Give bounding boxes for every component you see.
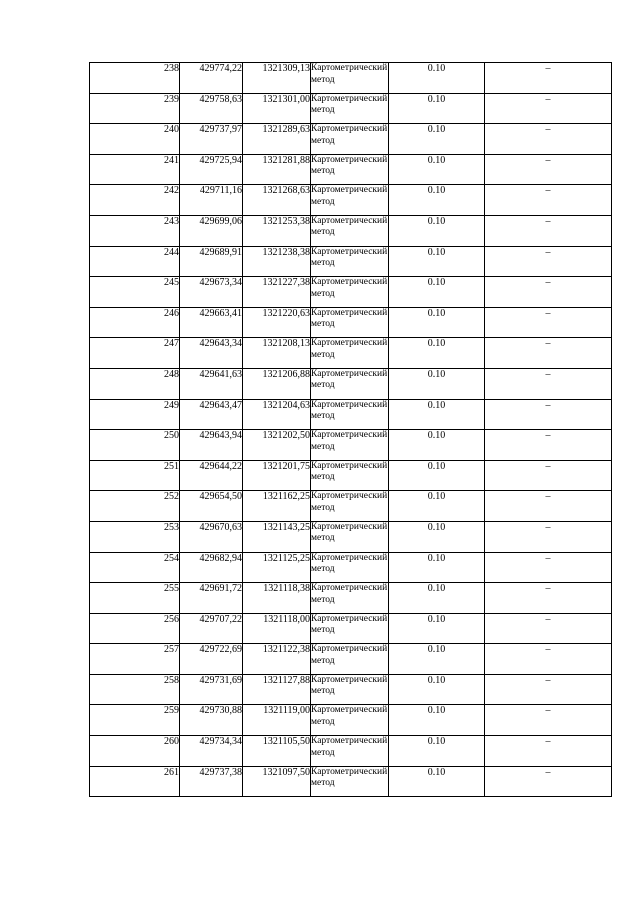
note-cell: – xyxy=(485,277,612,308)
point-number-cell: 252 xyxy=(90,491,180,522)
point-number-cell: 241 xyxy=(90,154,180,185)
x-coordinate-cell: 429737,97 xyxy=(180,124,243,155)
point-number-cell: 256 xyxy=(90,613,180,644)
note-cell: – xyxy=(485,613,612,644)
note-cell: – xyxy=(485,521,612,552)
y-coordinate-cell: 1321289,63 xyxy=(243,124,311,155)
table-row xyxy=(90,246,612,277)
accuracy-cell: 0.10 xyxy=(389,124,485,155)
method-cell: Картометрический метод xyxy=(311,583,389,614)
x-coordinate-cell: 429707,22 xyxy=(180,613,243,644)
accuracy-cell: 0.10 xyxy=(389,613,485,644)
note-cell: – xyxy=(485,460,612,491)
table-row xyxy=(90,644,612,675)
y-coordinate-cell: 1321253,38 xyxy=(243,215,311,246)
accuracy-cell: 0.10 xyxy=(389,736,485,767)
accuracy-cell: 0.10 xyxy=(389,338,485,369)
y-coordinate-cell: 1321208,13 xyxy=(243,338,311,369)
method-cell: Картометрический метод xyxy=(311,338,389,369)
accuracy-cell: 0.10 xyxy=(389,185,485,216)
point-number-cell: 242 xyxy=(90,185,180,216)
table-row xyxy=(90,491,612,522)
point-number-cell: 249 xyxy=(90,399,180,430)
x-coordinate-cell: 429691,72 xyxy=(180,583,243,614)
x-coordinate-cell: 429758,63 xyxy=(180,93,243,124)
table-row xyxy=(90,613,612,644)
accuracy-cell: 0.10 xyxy=(389,521,485,552)
note-cell: – xyxy=(485,552,612,583)
table-body xyxy=(90,63,612,797)
method-cell: Картометрический метод xyxy=(311,246,389,277)
accuracy-cell: 0.10 xyxy=(389,215,485,246)
table-row xyxy=(90,307,612,338)
x-coordinate-cell: 429673,34 xyxy=(180,277,243,308)
y-coordinate-cell: 1321301,00 xyxy=(243,93,311,124)
point-number-cell: 251 xyxy=(90,460,180,491)
table-row xyxy=(90,215,612,246)
point-number-cell: 239 xyxy=(90,93,180,124)
table-row xyxy=(90,399,612,430)
y-coordinate-cell: 1321268,63 xyxy=(243,185,311,216)
y-coordinate-cell: 1321201,75 xyxy=(243,460,311,491)
note-cell: – xyxy=(485,491,612,522)
method-cell: Картометрический метод xyxy=(311,93,389,124)
y-coordinate-cell: 1321238,38 xyxy=(243,246,311,277)
method-cell: Картометрический метод xyxy=(311,705,389,736)
note-cell: – xyxy=(485,215,612,246)
table-row xyxy=(90,185,612,216)
x-coordinate-cell: 429734,34 xyxy=(180,736,243,767)
accuracy-cell: 0.10 xyxy=(389,63,485,94)
x-coordinate-cell: 429663,41 xyxy=(180,307,243,338)
point-number-cell: 257 xyxy=(90,644,180,675)
y-coordinate-cell: 1321227,38 xyxy=(243,277,311,308)
note-cell: – xyxy=(485,399,612,430)
point-number-cell: 261 xyxy=(90,766,180,797)
x-coordinate-cell: 429730,88 xyxy=(180,705,243,736)
accuracy-cell: 0.10 xyxy=(389,674,485,705)
point-number-cell: 246 xyxy=(90,307,180,338)
point-number-cell: 260 xyxy=(90,736,180,767)
table-row xyxy=(90,277,612,308)
accuracy-cell: 0.10 xyxy=(389,277,485,308)
y-coordinate-cell: 1321125,25 xyxy=(243,552,311,583)
note-cell: – xyxy=(485,766,612,797)
table-row xyxy=(90,63,612,94)
x-coordinate-cell: 429725,94 xyxy=(180,154,243,185)
x-coordinate-cell: 429641,63 xyxy=(180,368,243,399)
point-number-cell: 247 xyxy=(90,338,180,369)
table-row xyxy=(90,93,612,124)
y-coordinate-cell: 1321122,38 xyxy=(243,644,311,675)
table-row xyxy=(90,552,612,583)
accuracy-cell: 0.10 xyxy=(389,368,485,399)
table-row xyxy=(90,430,612,461)
point-number-cell: 243 xyxy=(90,215,180,246)
accuracy-cell: 0.10 xyxy=(389,460,485,491)
x-coordinate-cell: 429711,16 xyxy=(180,185,243,216)
table-row xyxy=(90,338,612,369)
accuracy-cell: 0.10 xyxy=(389,430,485,461)
note-cell: – xyxy=(485,368,612,399)
point-number-cell: 254 xyxy=(90,552,180,583)
x-coordinate-cell: 429643,94 xyxy=(180,430,243,461)
accuracy-cell: 0.10 xyxy=(389,705,485,736)
point-number-cell: 248 xyxy=(90,368,180,399)
x-coordinate-cell: 429737,38 xyxy=(180,766,243,797)
point-number-cell: 240 xyxy=(90,124,180,155)
method-cell: Картометрический метод xyxy=(311,307,389,338)
accuracy-cell: 0.10 xyxy=(389,583,485,614)
x-coordinate-cell: 429643,47 xyxy=(180,399,243,430)
method-cell: Картометрический метод xyxy=(311,491,389,522)
y-coordinate-cell: 1321202,50 xyxy=(243,430,311,461)
y-coordinate-cell: 1321206,88 xyxy=(243,368,311,399)
x-coordinate-cell: 429689,91 xyxy=(180,246,243,277)
note-cell: – xyxy=(485,307,612,338)
note-cell: – xyxy=(485,246,612,277)
note-cell: – xyxy=(485,736,612,767)
table-row xyxy=(90,460,612,491)
accuracy-cell: 0.10 xyxy=(389,93,485,124)
note-cell: – xyxy=(485,154,612,185)
y-coordinate-cell: 1321143,25 xyxy=(243,521,311,552)
method-cell: Картометрический метод xyxy=(311,124,389,155)
table-row xyxy=(90,154,612,185)
point-number-cell: 255 xyxy=(90,583,180,614)
table-row xyxy=(90,583,612,614)
note-cell: – xyxy=(485,583,612,614)
point-number-cell: 244 xyxy=(90,246,180,277)
y-coordinate-cell: 1321162,25 xyxy=(243,491,311,522)
x-coordinate-cell: 429731,69 xyxy=(180,674,243,705)
y-coordinate-cell: 1321281,88 xyxy=(243,154,311,185)
y-coordinate-cell: 1321118,00 xyxy=(243,613,311,644)
accuracy-cell: 0.10 xyxy=(389,307,485,338)
table-row xyxy=(90,521,612,552)
note-cell: – xyxy=(485,338,612,369)
accuracy-cell: 0.10 xyxy=(389,246,485,277)
method-cell: Картометрический метод xyxy=(311,736,389,767)
method-cell: Картометрический метод xyxy=(311,430,389,461)
table-row xyxy=(90,674,612,705)
note-cell: – xyxy=(485,124,612,155)
table-row xyxy=(90,736,612,767)
method-cell: Картометрический метод xyxy=(311,644,389,675)
method-cell: Картометрический метод xyxy=(311,552,389,583)
y-coordinate-cell: 1321105,50 xyxy=(243,736,311,767)
y-coordinate-cell: 1321220,63 xyxy=(243,307,311,338)
y-coordinate-cell: 1321309,13 xyxy=(243,63,311,94)
note-cell: – xyxy=(485,63,612,94)
accuracy-cell: 0.10 xyxy=(389,399,485,430)
method-cell: Картометрический метод xyxy=(311,154,389,185)
point-number-cell: 259 xyxy=(90,705,180,736)
accuracy-cell: 0.10 xyxy=(389,154,485,185)
note-cell: – xyxy=(485,644,612,675)
table-row xyxy=(90,124,612,155)
method-cell: Картометрический метод xyxy=(311,613,389,644)
point-number-cell: 253 xyxy=(90,521,180,552)
y-coordinate-cell: 1321097,50 xyxy=(243,766,311,797)
method-cell: Картометрический метод xyxy=(311,399,389,430)
point-number-cell: 245 xyxy=(90,277,180,308)
method-cell: Картометрический метод xyxy=(311,460,389,491)
note-cell: – xyxy=(485,185,612,216)
y-coordinate-cell: 1321127,88 xyxy=(243,674,311,705)
note-cell: – xyxy=(485,674,612,705)
y-coordinate-cell: 1321119,00 xyxy=(243,705,311,736)
note-cell: – xyxy=(485,705,612,736)
accuracy-cell: 0.10 xyxy=(389,644,485,675)
x-coordinate-cell: 429722,69 xyxy=(180,644,243,675)
point-number-cell: 258 xyxy=(90,674,180,705)
coordinates-table xyxy=(89,62,612,797)
method-cell: Картометрический метод xyxy=(311,521,389,552)
method-cell: Картометрический метод xyxy=(311,277,389,308)
x-coordinate-cell: 429644,22 xyxy=(180,460,243,491)
method-cell: Картометрический метод xyxy=(311,368,389,399)
y-coordinate-cell: 1321204,63 xyxy=(243,399,311,430)
table-row xyxy=(90,368,612,399)
point-number-cell: 250 xyxy=(90,430,180,461)
accuracy-cell: 0.10 xyxy=(389,766,485,797)
x-coordinate-cell: 429654,50 xyxy=(180,491,243,522)
x-coordinate-cell: 429643,34 xyxy=(180,338,243,369)
method-cell: Картометрический метод xyxy=(311,63,389,94)
x-coordinate-cell: 429682,94 xyxy=(180,552,243,583)
table-row xyxy=(90,766,612,797)
x-coordinate-cell: 429699,06 xyxy=(180,215,243,246)
note-cell: – xyxy=(485,430,612,461)
x-coordinate-cell: 429670,63 xyxy=(180,521,243,552)
method-cell: Картометрический метод xyxy=(311,766,389,797)
accuracy-cell: 0.10 xyxy=(389,491,485,522)
x-coordinate-cell: 429774,22 xyxy=(180,63,243,94)
table-row xyxy=(90,705,612,736)
accuracy-cell: 0.10 xyxy=(389,552,485,583)
point-number-cell: 238 xyxy=(90,63,180,94)
note-cell: – xyxy=(485,93,612,124)
method-cell: Картометрический метод xyxy=(311,215,389,246)
method-cell: Картометрический метод xyxy=(311,674,389,705)
y-coordinate-cell: 1321118,38 xyxy=(243,583,311,614)
method-cell: Картометрический метод xyxy=(311,185,389,216)
